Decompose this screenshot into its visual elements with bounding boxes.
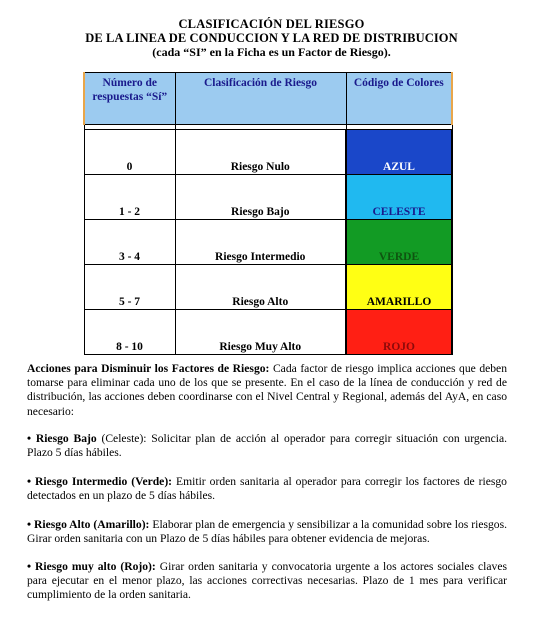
paragraph-text: Girar orden sanitaria y convocatoria urgente a los actores sociales claves para ejecutar en el menor plazo, las acciones correctivas necesarias. Plazo de 1 mes para verificar cumplimiento de la orden sanitaria. — [27, 560, 507, 602]
cell-respuestas: 0 — [84, 130, 175, 175]
paragraph-text: Cada factor de riesgo implica acciones que deben tomarse para eliminar cada uno de los que se presente. En el caso de la línea de conducción y red de distribución, las acciones deben coordinarse con el Nivel Central y Regional, además del AyA, en caso necesario: — [27, 362, 508, 418]
cell-respuestas: 3 - 4 — [84, 220, 175, 265]
cell-color: AZUL — [346, 130, 452, 175]
paragraph-text: Emitir orden sanitaria al operador para corregir los factores de riesgo detectados en un plazo de 5 días hábiles. — [27, 475, 507, 503]
riesgo-muy-alto-paragraph — [27, 560, 507, 603]
paragraph-heading: • Riesgo Alto (Amarillo): — [27, 518, 150, 531]
riesgo-bajo-paragraph — [27, 432, 507, 460]
cell-riesgo: Riesgo Intermedio — [175, 220, 346, 265]
paragraph-text: (Celeste): Solicitar plan de acción al operador para corregir situación con urgencia. Plazo 5 días hábiles. — [27, 432, 507, 460]
header-codigo-colores: Código de Colores — [346, 73, 452, 125]
table-row — [84, 265, 452, 310]
paragraph-heading: • Riesgo Intermedio (Verde): — [27, 475, 173, 488]
riesgo-alto-paragraph — [27, 518, 507, 546]
cell-riesgo: Riesgo Bajo — [175, 175, 346, 220]
cell-color: AMARILLO — [346, 265, 452, 310]
header-clasificacion: Clasificación de Riesgo — [175, 73, 346, 125]
cell-respuestas: 5 - 7 — [84, 265, 175, 310]
table-row — [84, 130, 452, 175]
paragraph-text: Elaborar plan de emergencia y sensibilizar a la comunidad sobre los riesgos. Girar orden sanitaria con un Plazo de 5 días hábiles para obtener evidencia de mejoras. — [27, 518, 507, 546]
header-respuestas: Número de respuestas “Sí” — [84, 73, 175, 125]
actions-intro-paragraph — [27, 362, 507, 419]
risk-classification-table — [83, 72, 453, 355]
cell-respuestas: 8 - 10 — [84, 310, 175, 355]
paragraph-heading: • Riesgo Bajo — [27, 432, 97, 445]
table-row — [84, 310, 452, 355]
document-title: CLASIFICACIÓN DEL RIESGO — [178, 17, 365, 31]
table-row — [84, 220, 452, 265]
cell-riesgo: Riesgo Alto — [175, 265, 346, 310]
cell-riesgo: Riesgo Muy Alto — [175, 310, 346, 355]
cell-color: ROJO — [346, 310, 452, 355]
paragraph-heading: Acciones para Disminuir los Factores de Riesgo: — [27, 362, 270, 375]
paragraph-heading: • Riesgo muy alto (Rojo): — [27, 560, 156, 573]
cell-respuestas: 1 - 2 — [84, 175, 175, 220]
document-note: (cada “SI” en la Ficha es un Factor de Riesgo). — [152, 45, 391, 59]
cell-color: VERDE — [346, 220, 452, 265]
cell-color: CELESTE — [346, 175, 452, 220]
cell-riesgo: Riesgo Nulo — [175, 130, 346, 175]
table-header-row — [84, 73, 452, 125]
document-subtitle: DE LA LINEA DE CONDUCCION Y LA RED DE DISTRIBUCION — [85, 31, 458, 45]
table-row — [84, 175, 452, 220]
riesgo-intermedio-paragraph — [27, 475, 507, 503]
